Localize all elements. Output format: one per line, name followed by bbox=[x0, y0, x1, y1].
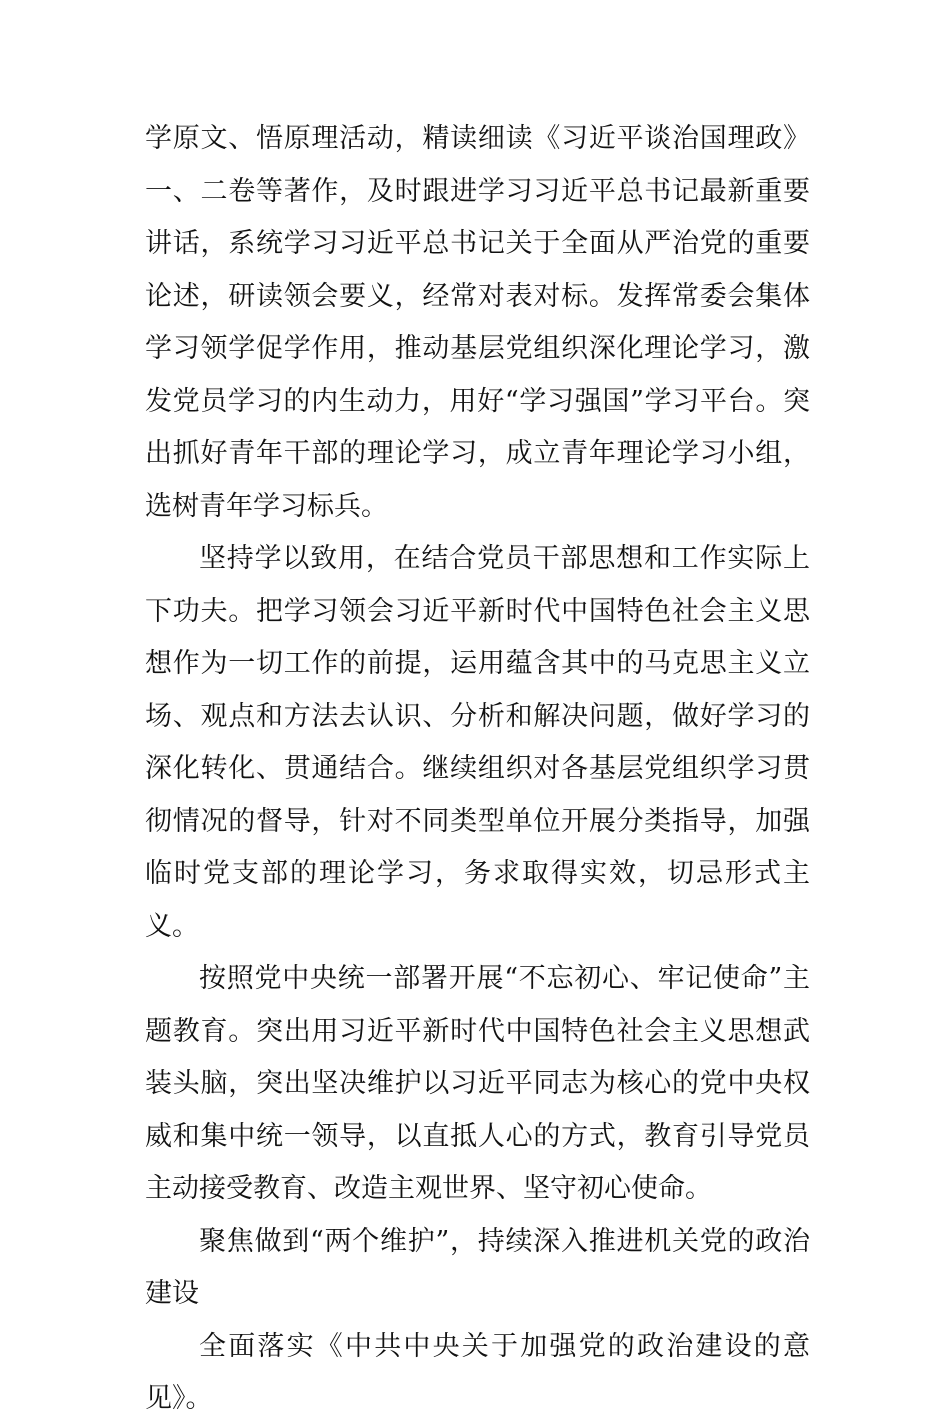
paragraph-study-original-texts: 学原文、悟原理活动，精读细读《习近平谈治国理政》一、二卷等著作，及时跟进学习习近平总书记最新重要讲话，系统学习习近平总书记关于全面从严治党的重要论述，研读领会要义，经常对表对标。发挥常委会集体学习领学促学作用，推动基层党组织深化理论学习，激发党员学习的内生动力，用好“学习强国”学习平台。突出抓好青年干部的理论学习，成立青年理论学习小组，选树青年学习标兵。 bbox=[145, 123, 810, 522]
paragraph-theme-education: 按照党中央统一部署开展“不忘初心、牢记使命”主题教育。突出用习近平新时代中国特色社会主义思想武装头脑，突出坚决维护以习近平同志为核心的党中央权威和集中统一领导，以直抵人心的方式，教育引导党员主动接受教育、改造主观世界、坚守初心使命。 bbox=[145, 963, 810, 1204]
document-body bbox=[145, 113, 810, 1426]
section-heading-two-safeguards: 聚焦做到“两个维护”，持续深入推进机关党的政治建设 bbox=[145, 1225, 810, 1309]
paragraph-apply-learning: 坚持学以致用，在结合党员干部思想和工作实际上下功夫。把学习领会习近平新时代中国特色社会主义思想作为一切工作的前提，运用蕴含其中的马克思主义立场、观点和方法去认识、分析和解决问题，做好学习的深化转化、贯通结合。继续组织对各基层党组织学习贯彻情况的督导，针对不同类型单位开展分类指导，加强临时党支部的理论学习，务求取得实效，切忌形式主义。 bbox=[145, 543, 810, 942]
paragraph-implement-opinions: 全面落实《中共中央关于加强党的政治建设的意见》。 bbox=[145, 1330, 810, 1414]
